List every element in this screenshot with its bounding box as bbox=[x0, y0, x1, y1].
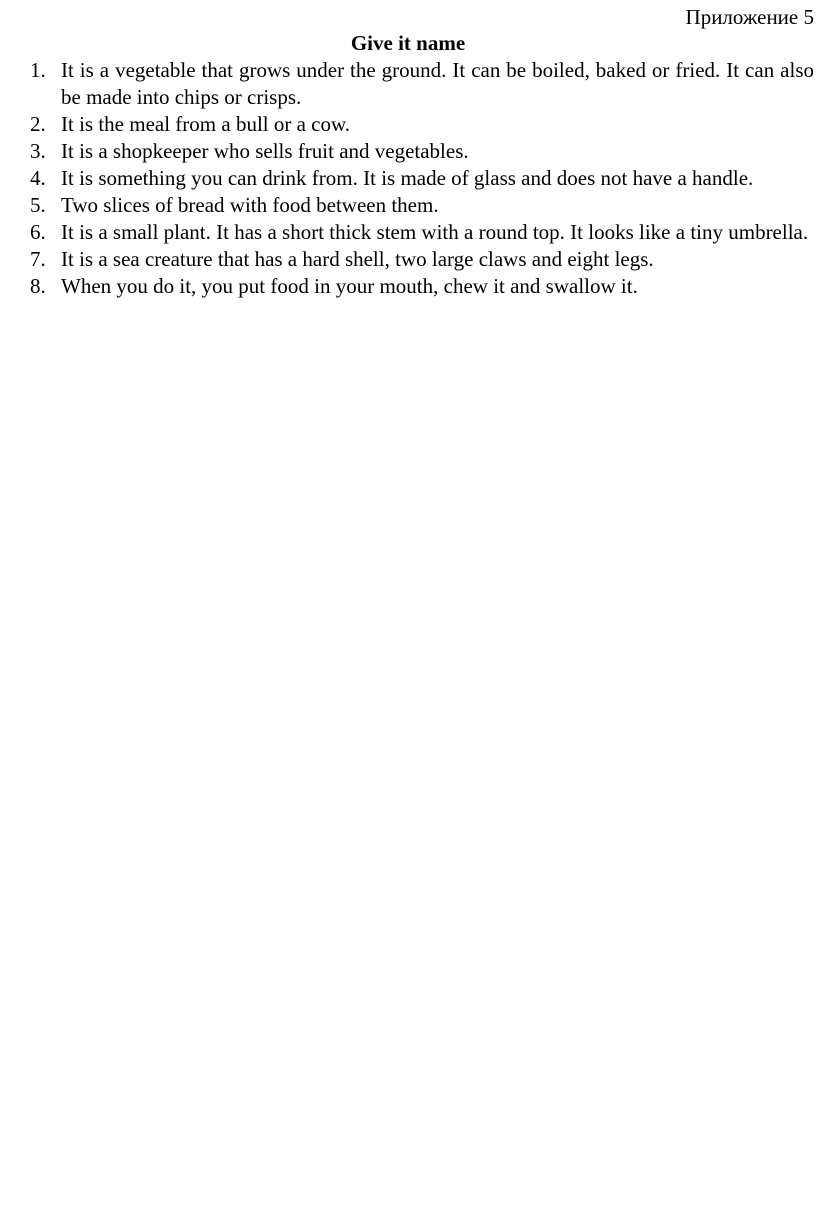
appendix-label: Приложение 5 bbox=[685, 5, 814, 29]
question-list bbox=[0, 57, 814, 300]
question-number: 6. bbox=[30, 220, 46, 244]
question-number: 5. bbox=[30, 193, 46, 217]
question-item bbox=[0, 192, 814, 219]
question-text: It is something you can drink from. It is made of glass and does not have a handle. bbox=[61, 166, 754, 190]
question-number: 1. bbox=[30, 58, 46, 82]
question-text: Two slices of bread with food between them. bbox=[61, 193, 439, 217]
question-number: 8. bbox=[30, 274, 46, 298]
question-item bbox=[0, 57, 814, 111]
question-text: It is a sea creature that has a hard shell, two large claws and eight legs. bbox=[61, 247, 654, 271]
question-item bbox=[0, 138, 814, 165]
question-text: It is a vegetable that grows under the ground. It can be boiled, baked or fried. It can also be made into chips or crisps. bbox=[61, 58, 814, 109]
question-text: It is the meal from a bull or a cow. bbox=[61, 112, 351, 136]
question-number: 7. bbox=[30, 247, 46, 271]
question-item bbox=[0, 165, 814, 192]
question-item bbox=[0, 219, 814, 246]
question-number: 4. bbox=[30, 166, 46, 190]
question-text: When you do it, you put food in your mouth, chew it and swallow it. bbox=[61, 274, 638, 298]
document-title: Give it name bbox=[350, 31, 466, 55]
question-item bbox=[0, 273, 814, 300]
question-item bbox=[0, 246, 814, 273]
question-number: 2. bbox=[30, 112, 46, 136]
question-item bbox=[0, 111, 814, 138]
question-number: 3. bbox=[30, 139, 46, 163]
question-text: It is a shopkeeper who sells fruit and vegetables. bbox=[61, 139, 469, 163]
question-text: It is a small plant. It has a short thick stem with a round top. It looks like a tiny umbrella. bbox=[61, 220, 809, 244]
